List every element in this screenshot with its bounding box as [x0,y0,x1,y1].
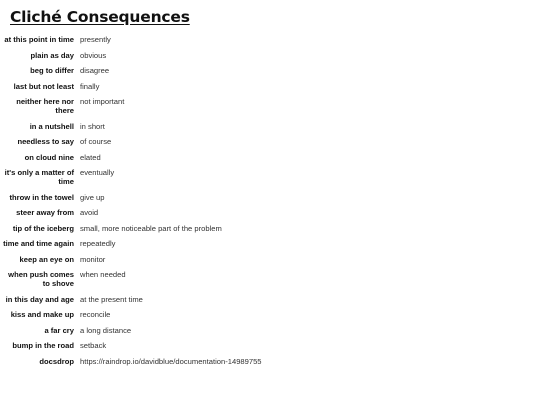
definition: when needed [80,270,126,279]
definition-row [0,357,540,366]
docsdrop-link[interactable]: https://raindrop.io/davidblue/documentation-14989755 [80,356,262,366]
page-title: Cliché Consequences [10,8,190,26]
definition-row [0,341,540,350]
definition-row [0,51,540,60]
definition-row [0,122,540,131]
term: in this day and age [5,294,74,304]
definition: give up [80,192,105,202]
term: needless to say [17,137,74,146]
definition-row [0,208,540,217]
definition: small, more noticeable part of the problem [80,223,222,233]
term: last but not least [13,81,74,91]
definition-row [0,97,540,115]
definition: avoid [80,208,99,217]
term: plain as day [30,50,74,60]
definition-row [0,326,540,335]
term: it's only a matter of time [4,168,74,186]
term: bump in the road [12,341,74,350]
term: keep an eye on [19,254,74,264]
definition-row [0,239,540,248]
definition-row [0,295,540,304]
definition: at the present time [80,294,143,304]
definition-row [0,193,540,202]
term: in a nutshell [29,121,74,131]
definition: obvious [80,50,107,60]
definition: presently [80,35,111,44]
definition-row [0,310,540,319]
term: tip of the iceberg [12,223,74,233]
term: at this point in time [4,35,74,44]
term: kiss and make up [10,310,74,319]
definition-row [0,224,540,233]
definition: of course [80,137,112,146]
definition: in short [80,121,105,131]
definition-row [0,35,540,44]
definition-row [0,82,540,91]
definition: reconcile [80,310,111,319]
term: beg to differ [30,66,74,75]
definition: finally [80,81,100,91]
term: on cloud nine [24,152,74,162]
term: time and time again [3,239,74,248]
term: when push comes to shove [8,270,74,288]
definition: a long distance [80,325,132,335]
definition-row [0,153,540,162]
term: a far cry [44,325,74,335]
definition: disagree [80,66,110,75]
definition-list [0,35,540,372]
term: throw in the towel [9,192,74,202]
definition: monitor [80,254,106,264]
definition: repeatedly [80,239,116,248]
term: neither here nor there [16,97,74,115]
definition: eventually [80,168,115,177]
definition: elated [80,152,101,162]
definition-row [0,66,540,75]
definition-row [0,137,540,146]
term: steer away from [16,208,74,217]
definition-row [0,270,540,288]
definition: setback [80,341,107,350]
definition: not important [80,97,125,106]
term: docsdrop [39,356,74,366]
definition-row [0,168,540,186]
definition-row [0,255,540,264]
